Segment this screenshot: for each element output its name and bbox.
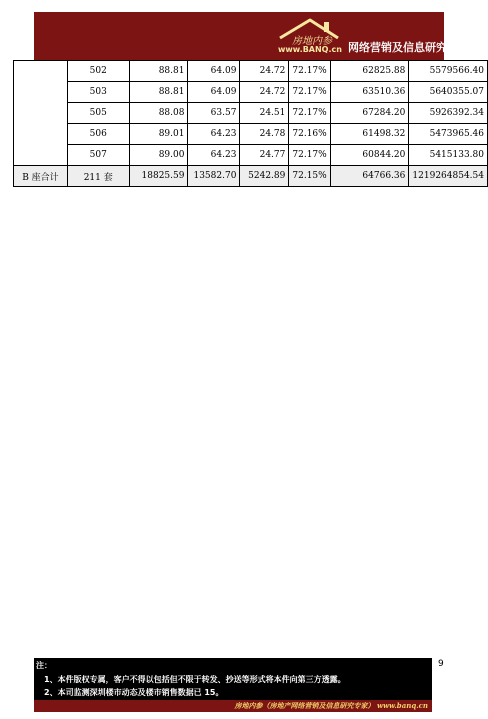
logo-text: 房地内参 [292,36,332,47]
total-area-cell: 18825.59 [129,166,188,187]
total-ratio-cell: 72.15% [289,166,330,187]
total-unit-price-cell: 64766.36 [330,166,409,187]
footer-bar-text: 房地内参（房地产网络营销及信息研究专家） www.banq.cn [234,701,428,710]
page-number: 9 [438,659,444,669]
shared-area-cell: 24.72 [240,61,289,82]
inner-area-cell: 64.23 [188,124,240,145]
note-copyright: 1、本件版权专属，客户不得以包括但不限于转发、抄送等形式将本件向第三方透露。 [44,675,346,684]
shared-area-cell: 24.77 [240,145,289,166]
header-tagline: 网络营销及信息研究专家 [348,41,469,54]
total-price-cell: 5640355.07 [409,82,488,103]
shared-area-cell: 24.78 [240,124,289,145]
table-row [14,145,488,166]
total-inner-area-cell: 13582.70 [188,166,240,187]
total-shared-area-cell: 5242.89 [240,166,289,187]
area-cell: 88.08 [129,103,188,124]
area-cell: 88.81 [129,82,188,103]
unit-cell: 505 [67,103,129,124]
note-monitoring: 2、本司监测深圳楼市动态及楼市销售数据已 15。 [44,688,224,697]
inner-area-cell: 64.09 [188,82,240,103]
unit-cell: 502 [67,61,129,82]
header-banner [34,12,469,60]
total-price-cell: 1219264854.54 [409,166,488,187]
logo-url: www.BANQ.cn [278,45,342,54]
total-price-cell: 5579566.40 [409,61,488,82]
ratio-cell: 72.17% [289,103,330,124]
inner-area-cell: 63.57 [188,103,240,124]
table-row [14,61,488,82]
total-price-cell: 5473965.46 [409,124,488,145]
ratio-cell: 72.17% [289,61,330,82]
inner-area-cell: 64.23 [188,145,240,166]
footer-notes [34,658,432,712]
shared-area-cell: 24.51 [240,103,289,124]
unit-cell: 506 [67,124,129,145]
area-cell: 89.01 [129,124,188,145]
inner-area-cell: 64.09 [188,61,240,82]
unit-price-cell: 67284.20 [330,103,409,124]
ratio-cell: 72.17% [289,145,330,166]
footer-bar [34,700,432,712]
total-label-cell: B 座合计 [14,166,68,187]
table-row [14,124,488,145]
note-title: 注： [36,661,52,670]
unit-cell: 507 [67,145,129,166]
total-units-cell: 211 套 [67,166,129,187]
area-cell: 88.81 [129,61,188,82]
unit-cell: 503 [67,82,129,103]
table-row [14,82,488,103]
ratio-cell: 72.17% [289,82,330,103]
unit-price-cell: 61498.32 [330,124,409,145]
merged-building-cell [14,61,68,166]
area-cell: 89.00 [129,145,188,166]
total-price-cell: 5926392.34 [409,103,488,124]
shared-area-cell: 24.72 [240,82,289,103]
unit-price-cell: 60844.20 [330,145,409,166]
ratio-cell: 72.16% [289,124,330,145]
unit-table [13,60,488,187]
unit-price-cell: 63510.36 [330,82,409,103]
table-row [14,103,488,124]
total-row [14,166,488,187]
total-price-cell: 5415133.80 [409,145,488,166]
unit-price-cell: 62825.88 [330,61,409,82]
